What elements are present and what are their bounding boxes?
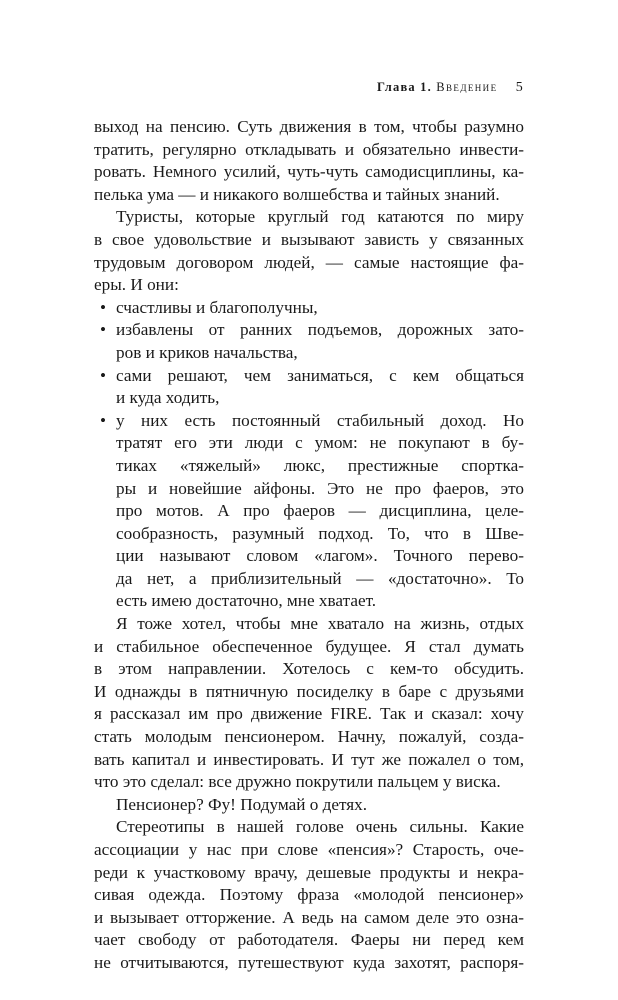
text-line — [94, 929, 524, 952]
line-text: тратить, регулярно откладывать и обязательно инвести- — [94, 139, 524, 159]
line-text: Стереотипы в нашей голове очень сильны. Какие — [116, 817, 524, 837]
line-text: пелька ума — и никакого волшебства и тайных знаний. — [94, 184, 500, 204]
text-line — [94, 636, 524, 659]
bullet-line — [94, 590, 524, 613]
line-text: трудовым договором людей, — самые настоящие фа- — [94, 252, 524, 272]
line-text: счастливы и благополучны, — [116, 297, 318, 317]
text-line — [94, 726, 524, 749]
running-head — [377, 80, 524, 96]
line-text: и стабильное обеспеченное будущее. Я стал думать — [94, 636, 524, 656]
line-text: в свое удовольствие и вызывают зависть у связанных — [94, 229, 524, 249]
line-text: и вызывает отторжение. А ведь на самом деле это озна- — [94, 907, 524, 927]
text-line — [94, 681, 524, 704]
line-text: реди к участковому врачу, дешевые продукты и некра- — [94, 862, 524, 882]
text-line — [94, 229, 524, 252]
line-text: сообразность, разумный подход. То, что в Шве- — [116, 523, 524, 543]
text-line — [94, 658, 524, 681]
bullet-line — [94, 432, 524, 455]
line-text: Я тоже хотел, чтобы мне хватало на жизнь, отдых — [116, 614, 524, 634]
bullet-line — [94, 297, 524, 320]
line-text: что это сделал: все дружно покрутили пальцем у виска. — [94, 772, 501, 792]
line-text: в этом направлении. Хотелось с кем-то обсудить. — [94, 659, 524, 679]
body-text — [94, 116, 524, 975]
line-text: стать молодым пенсионером. Начну, пожалуй, созда- — [94, 727, 524, 747]
page-number: 5 — [515, 80, 524, 95]
line-text: у них есть постоянный стабильный доход. Но — [116, 410, 524, 430]
bullet-icon: • — [100, 320, 107, 340]
text-line — [94, 703, 524, 726]
text-line — [94, 184, 524, 207]
line-text: чает свободу от работодателя. Фаеры ни перед кем — [94, 930, 524, 950]
text-line — [94, 839, 524, 862]
bullet-icon: • — [100, 297, 107, 317]
line-text: ции называют словом «лагом». Точного перево- — [116, 546, 524, 566]
line-text: И однажды в пятничную посиделку в баре с друзьями — [94, 681, 524, 701]
text-line — [94, 952, 524, 975]
line-text: тратят его эти люди с умом: не покупают в бу- — [116, 433, 524, 453]
text-line — [94, 161, 524, 184]
bullet-line — [94, 410, 524, 433]
text-line — [94, 862, 524, 885]
text-line — [94, 749, 524, 772]
text-line — [94, 206, 524, 229]
line-text: про мотов. А про фаеров — дисциплина, целе- — [116, 501, 524, 521]
bullet-line — [94, 500, 524, 523]
chapter-label: Глава 1. — [377, 80, 432, 94]
bullet-line — [94, 365, 524, 388]
line-text: Туристы, которые круглый год катаются по миру — [116, 207, 524, 227]
line-text: сами решают, чем заниматься, с кем общаться — [116, 365, 524, 385]
line-text: есть имею достаточно, мне хватает. — [116, 591, 377, 611]
text-line — [94, 884, 524, 907]
text-line — [94, 252, 524, 275]
bullet-line — [94, 478, 524, 501]
bullet-line — [94, 545, 524, 568]
text-line — [94, 613, 524, 636]
line-text: еры. И они: — [94, 275, 179, 295]
text-line — [94, 771, 524, 794]
text-line — [94, 274, 524, 297]
line-text: да нет, а приблизительный — «достаточно». То — [116, 568, 524, 588]
line-text: тиках «тяжелый» люкс, престижные спортка- — [116, 455, 524, 475]
line-text: выход на пенсию. Суть движения в том, чтобы разумно — [94, 117, 524, 136]
text-line — [94, 794, 524, 817]
line-text: ров и криков начальства, — [116, 342, 298, 362]
line-text: избавлены от ранних подъемов, дорожных зато- — [116, 320, 524, 340]
text-line — [94, 907, 524, 930]
bullet-icon: • — [100, 365, 107, 385]
bullet-line — [94, 387, 524, 410]
bullet-icon: • — [100, 410, 107, 430]
line-text: и куда ходить, — [116, 388, 220, 408]
line-text: ры и новейшие айфоны. Это не про фаеров, это — [116, 478, 524, 498]
bullet-line — [94, 342, 524, 365]
line-text: сивая одежда. Поэтому фраза «молодой пенсионер» — [94, 885, 524, 905]
text-line — [94, 116, 524, 139]
line-text: ассоциации у нас при слове «пенсия»? Старость, оче- — [94, 840, 524, 859]
bullet-line — [94, 455, 524, 478]
text-line — [94, 816, 524, 839]
bullet-line — [94, 568, 524, 591]
line-text: не отчитываются, путешествуют куда захотят, распоря- — [94, 952, 524, 972]
line-text: я рассказал им про движение FIRE. Так и сказал: хочу — [94, 704, 524, 724]
section-title: Введение — [436, 80, 498, 94]
bullet-line — [94, 319, 524, 342]
line-text: ровать. Немного усилий, чуть-чуть самодисциплины, ка- — [94, 162, 524, 182]
bullet-line — [94, 523, 524, 546]
line-text: Пенсионер? Фу! Подумай о детях. — [116, 794, 368, 814]
text-line — [94, 139, 524, 162]
line-text: вать капитал и инвестировать. И тут же пожалел о том, — [94, 749, 524, 769]
